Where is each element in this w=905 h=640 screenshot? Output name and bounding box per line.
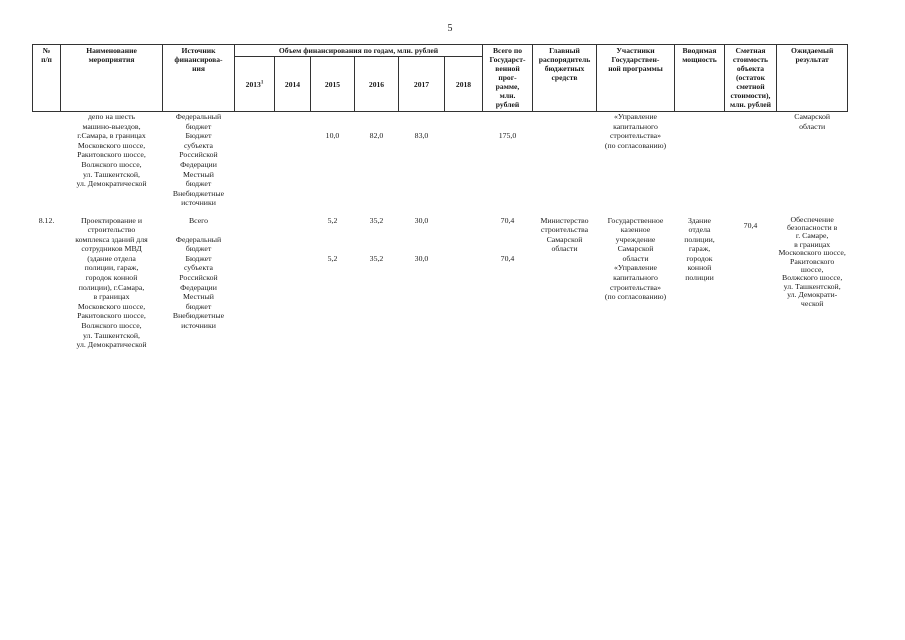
cell-cost: 70,4 [743, 220, 758, 230]
header-volume: Объем финансирования по годам, млн. рублей [235, 45, 483, 57]
cell-capacity [675, 112, 725, 216]
financing-table [32, 44, 848, 350]
cell-result: Самарской области [794, 112, 831, 131]
header-row-1 [33, 45, 848, 57]
cell-2018 [445, 216, 483, 350]
cell-participants: «Управление капитального строительства» (по согласованию) [604, 112, 667, 150]
row-source: Федеральный бюджет Бюджет субъекта Российской Федерации Местный бюджет Внебюджетные источники [172, 112, 225, 208]
table-row [33, 216, 848, 350]
cell-result: Обеспечение безопасности в г. Самаре, в границах Московского шоссе, Ракитовского шоссе, Волжского шоссе, ул. Ташкентской, ул. Демократи- ческой [778, 214, 846, 308]
cell-2016: 35,2 35,2 [369, 215, 384, 263]
row-name: депо на шесть машино-выездов, г.Самара, в границах Московского шоссе, Ракитовского шоссе, Волжского шоссе, ул. Ташкентской, ул. Демократической [76, 112, 147, 189]
cell-participants: Государственное казенное учреждение Самарской области «Управление капитального строительства» (по согласованию) [604, 215, 667, 302]
header-year-2013: 2013$^1$ [235, 57, 275, 112]
row-name: Проектирование и строительство комплекса зданий для сотрудников МВД (здание отдела полиции, гараж, городок конной полиции), г.Самара, в границах Московского шоссе, Ракитовского шоссе, Волжского шоссе, ул. Ташкентской, ул. Демократической [75, 215, 148, 350]
cell-2013 [235, 112, 275, 216]
cell-2017: 30,0 30,0 [414, 215, 429, 263]
row-num: 8.12. [38, 215, 55, 225]
cell-2013 [235, 216, 275, 350]
header-num: № п/п [33, 45, 61, 112]
header-participants: Участники Государствен- ной программы [597, 45, 675, 112]
header-year-2014: 2014 [275, 57, 311, 112]
cell-2015: 5,2 5,2 [327, 215, 338, 263]
cell-cost [725, 112, 777, 216]
header-result: Ожидаемый результат [777, 45, 848, 112]
cell-capacity: Здание отдела полиции, гараж, городок конной полиции [684, 215, 715, 283]
cell-2014 [275, 112, 311, 216]
header-name: Наименование мероприятия [61, 45, 163, 112]
header-cost: Сметная стоимость объекта (остаток сметной стоимости), млн. рублей [725, 45, 777, 112]
row-num [33, 112, 61, 216]
header-source: Источник финансирова- ния [163, 45, 235, 112]
header-year-2016: 2016 [355, 57, 399, 112]
table-row [33, 112, 848, 216]
header-year-2015: 2015 [311, 57, 355, 112]
cell-2014 [275, 216, 311, 350]
header-year-2017: 2017 [399, 57, 445, 112]
header-total: Всего по Государст- венной прог- рамме, млн. рублей [483, 45, 533, 112]
cell-total: 175,0 [498, 131, 517, 141]
cell-total: 70,4 70,4 [500, 215, 515, 263]
cell-2016: 82,0 [369, 131, 384, 141]
header-manager: Главный распорядитель бюджетных средств [533, 45, 597, 112]
page-number: 5 [447, 23, 453, 34]
row-source: Всего Федеральный бюджет Бюджет субъекта Российской Федерации Местный бюджет Внебюджетные источники [172, 215, 225, 331]
cell-manager [533, 112, 597, 216]
cell-2017: 83,0 [414, 131, 429, 141]
cell-2015: 10,0 [325, 131, 340, 141]
cell-manager: Министерство строительства Самарской области [540, 215, 589, 254]
header-capacity: Вводимая мощность [675, 45, 725, 112]
header-year-2018: 2018 [445, 57, 483, 112]
cell-2018 [445, 112, 483, 216]
